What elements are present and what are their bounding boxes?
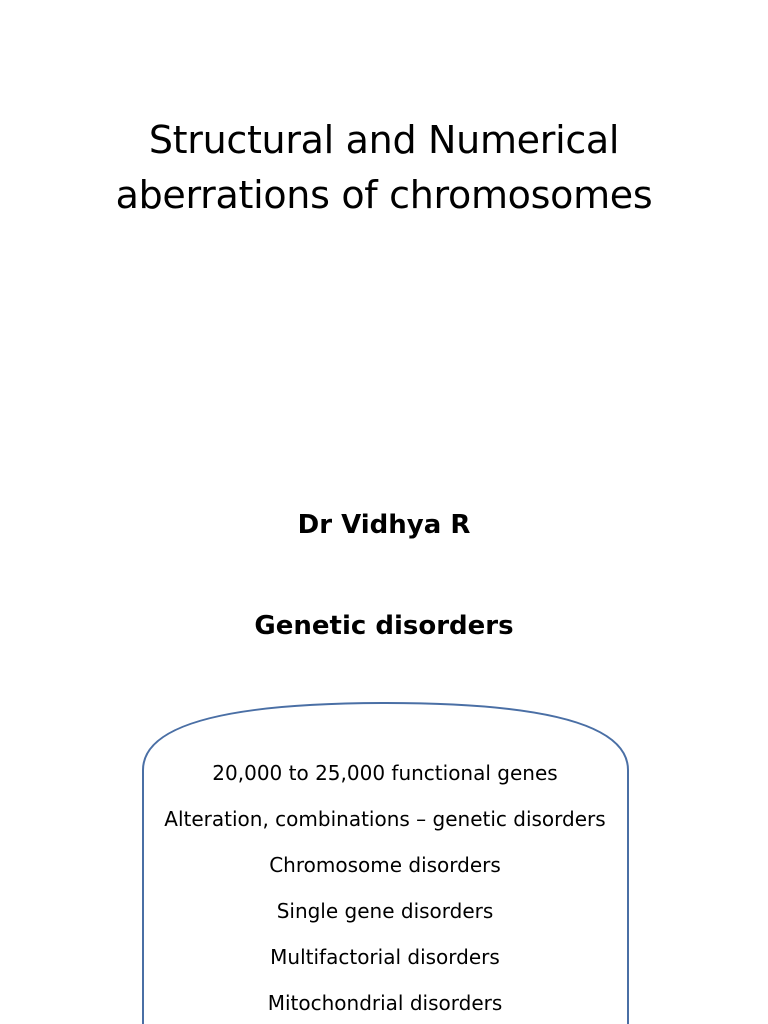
list-item: Alteration, combinations – genetic disorders bbox=[164, 807, 606, 831]
title-line-2: aberrations of chromosomes bbox=[115, 173, 653, 217]
list-item: Multifactorial disorders bbox=[270, 945, 500, 969]
list-item: Mitochondrial disorders bbox=[267, 991, 503, 1015]
title-line-1: Structural and Numerical bbox=[148, 118, 620, 162]
list-item: Chromosome disorders bbox=[269, 853, 501, 877]
section-heading: Genetic disorders bbox=[254, 611, 514, 641]
slide-title bbox=[0, 113, 768, 223]
author-name: Dr Vidhya R bbox=[297, 510, 471, 540]
disorders-list bbox=[143, 750, 627, 1024]
list-item: 20,000 to 25,000 functional genes bbox=[212, 761, 558, 785]
list-item: Single gene disorders bbox=[276, 899, 494, 923]
